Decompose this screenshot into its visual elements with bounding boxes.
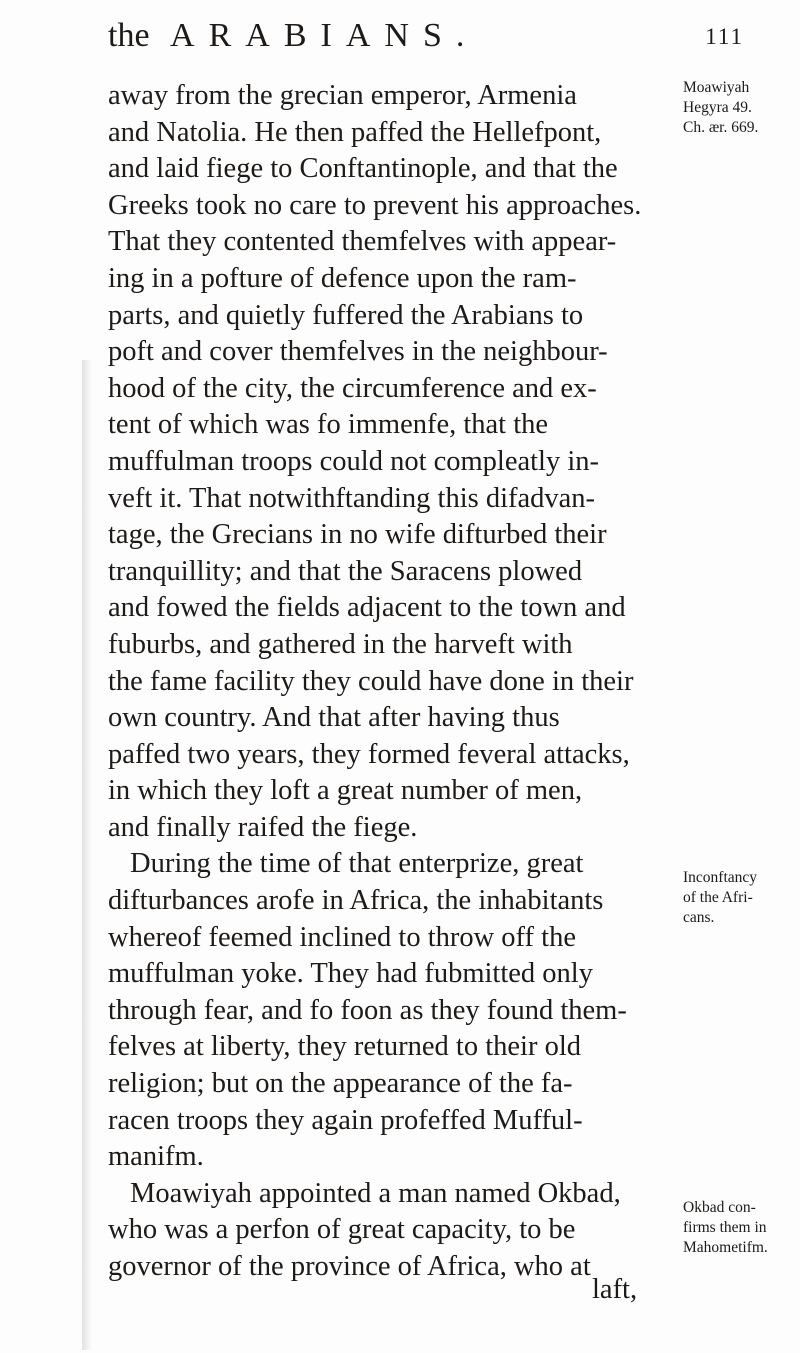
text-line: paffed two years, they formed feveral attacks,: [108, 738, 630, 770]
text-line: and fowed the fields adjacent to the town and: [108, 592, 626, 624]
text-line: racen troops they again profeffed Mufful-: [108, 1104, 583, 1136]
margin-note-line: of the Afri-: [683, 889, 753, 906]
margin-note-line: Okbad con-: [683, 1199, 756, 1216]
text-line: and laid fiege to Conftantinople, and that the: [108, 153, 618, 185]
text-line: through fear, and fo foon as they found them-: [108, 994, 627, 1026]
text-line: tage, the Grecians in no wife difturbed their: [108, 519, 607, 551]
margin-note-line: Inconftancy: [683, 869, 758, 886]
text-line: tent of which was fo immenfe, that the: [108, 409, 549, 441]
text-line: Greeks took no care to prevent his approaches.: [108, 189, 642, 221]
text-line: manifm.: [108, 1141, 204, 1173]
text-line: difturbances arofe in Africa, the inhabitants: [108, 885, 604, 917]
text-line: in which they loft a great number of men,: [108, 775, 583, 807]
margin-note-line: Ch. ær. 669.: [683, 119, 759, 136]
text-line: own country. And that after having thus: [108, 702, 560, 734]
main-text-column: [108, 78, 682, 1286]
text-line: tranquillity; and that the Saracens plowed: [108, 555, 583, 587]
running-head: [108, 16, 478, 56]
text-line: the fame facility they could have done in their: [108, 665, 634, 697]
text-line: religion; but on the appearance of the fa-: [108, 1068, 573, 1100]
margin-note-line: Moawiyah: [683, 79, 750, 96]
paragraph-start-line: Moawiyah appointed a man named Okbad,: [130, 1177, 621, 1209]
text-line: ing in a pofture of defence upon the ram-: [108, 262, 577, 294]
text-line: muffulman troops could not compleatly in-: [108, 445, 600, 477]
text-line: muffulman yoke. They had fubmitted only: [108, 958, 593, 990]
text-line: away from the grecian emperor, Armenia: [108, 80, 577, 111]
catchword: laft,: [592, 1274, 638, 1305]
margin-note-okbad: [683, 1198, 795, 1258]
text-line: fuburbs, and gathered in the harveft with: [108, 628, 573, 660]
text-line: hood of the city, the circumference and ex-: [108, 372, 597, 404]
text-line: governor of the province of Africa, who at: [108, 1251, 591, 1282]
margin-note-line: cans.: [683, 909, 715, 926]
running-head-prefix: the: [108, 17, 150, 54]
paragraph-start-line: During the time of that enterprize, great: [130, 848, 584, 880]
text-line: poft and cover themfelves in the neighbour-: [108, 336, 608, 368]
marginal-notes: [683, 78, 793, 1348]
running-head-title: ARABIANS.: [170, 17, 479, 54]
scan-edge-shadow: [82, 360, 92, 1350]
margin-note-line: Hegyra 49.: [683, 99, 752, 116]
text-line: whereof feemed inclined to throw off the: [108, 921, 576, 953]
page-number: 111: [705, 24, 744, 49]
text-line: veft it. That notwithftanding this difadvan-: [108, 482, 596, 514]
text-line: and finally raifed the fiege.: [108, 811, 418, 843]
text-line: who was a perfon of great capacity, to be: [108, 1214, 576, 1246]
margin-note-inconstancy: [683, 868, 795, 928]
margin-note-line: Mahometifm.: [683, 1239, 768, 1256]
margin-note-line: firms them in: [683, 1219, 767, 1236]
text-line: felves at liberty, they returned to their old: [108, 1031, 581, 1063]
margin-note-moawiyah: [683, 78, 795, 138]
page-header: [108, 16, 758, 62]
text-line: That they contented themfelves with appear-: [108, 226, 617, 258]
text-line: parts, and quietly fuffered the Arabians to: [108, 299, 584, 331]
text-line: and Natolia. He then paffed the Hellefpont,: [108, 116, 602, 148]
